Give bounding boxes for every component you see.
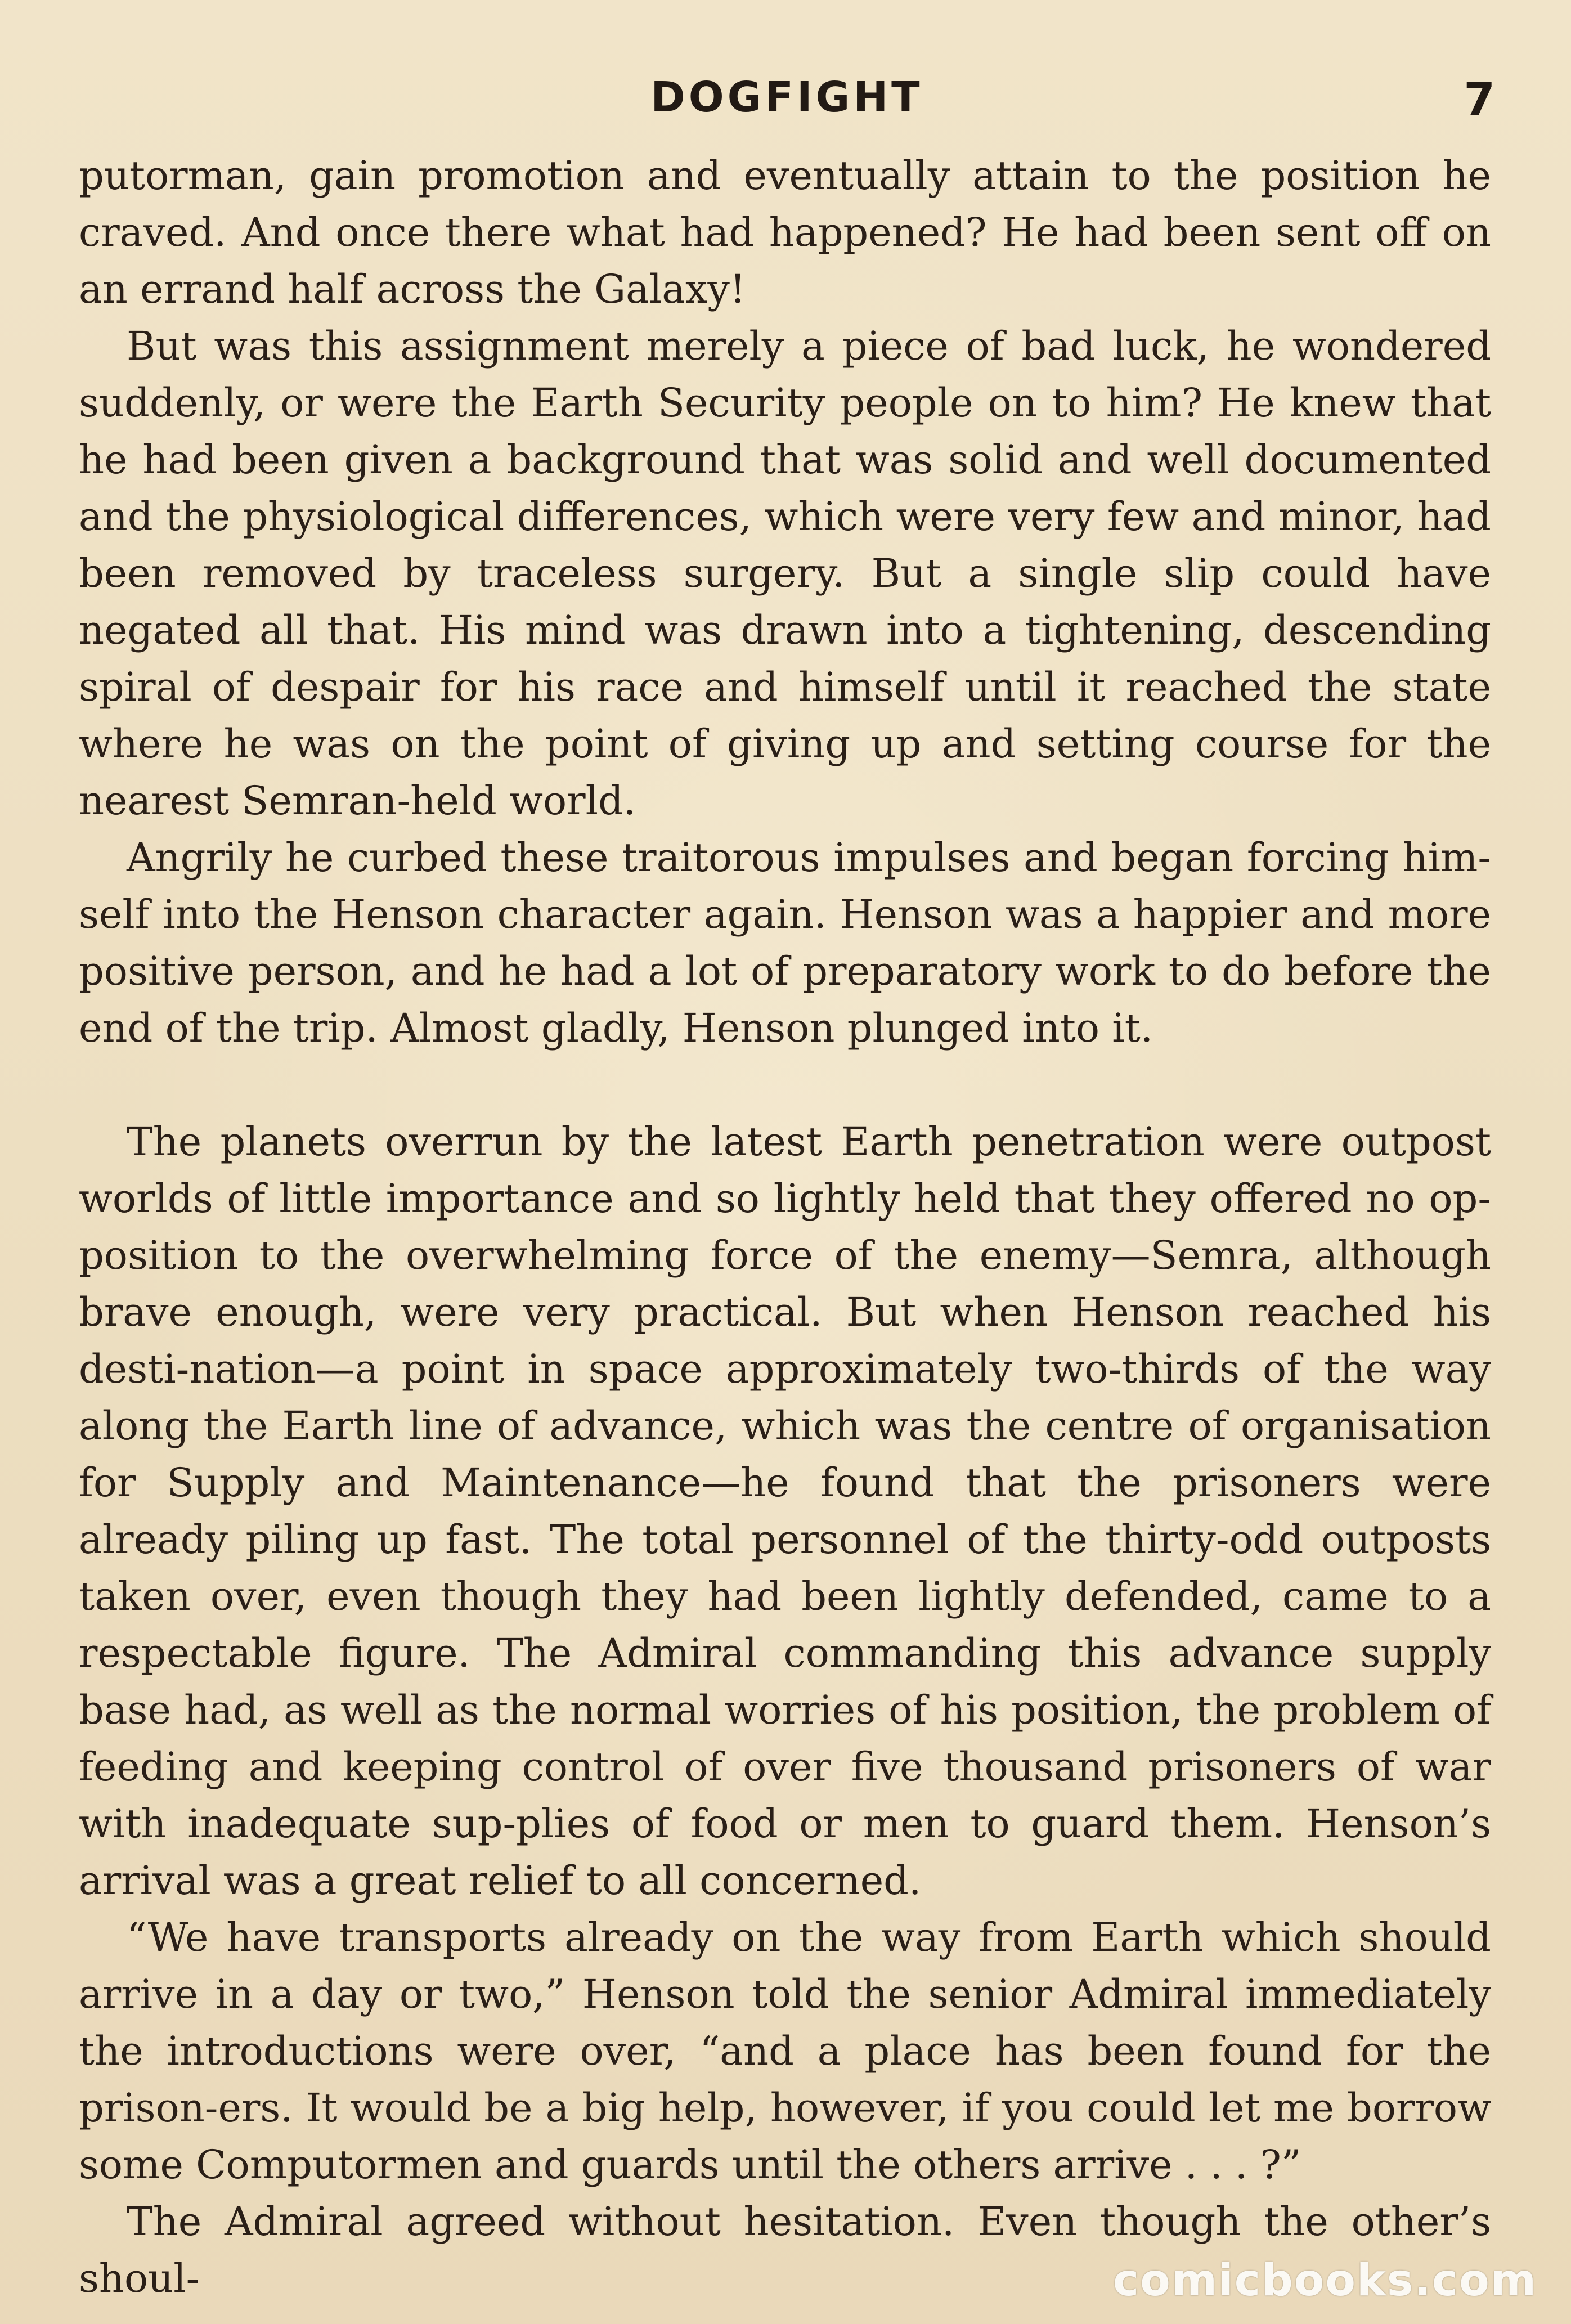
- paragraph-1: putorman, gain promotion and eventually attain to the position he craved. And once there what had happened? He had been sent off on an errand half across the Galaxy!: [79, 152, 1491, 312]
- page-number: 7: [1464, 73, 1495, 125]
- paragraph-5: “We have transports already on the way from Earth which should arrive in a day or two,” Henson told the senior Admiral immediately the introductions were over, “and a place has been found for the prison-ers. It would be a big help, however, if you could let me borrow some Computormen and guards until the others arrive . . . ?”: [79, 1914, 1491, 2188]
- page-header: [79, 73, 1495, 135]
- paragraph-3: Angrily he curbed these traitorous impulses and began forcing him-self into the Henson character again. Henson was a happier and more positive person, and he had a lot of preparatory work to do before the end of the trip. Almost gladly, Henson plunged into it.: [79, 835, 1491, 1051]
- paragraph-2: But was this assignment merely a piece of bad luck, he wondered suddenly, or were the Earth Security people on to him? He knew that he had been given a background that was solid and well documented and the physiological differences, which were very few and minor, had been removed by traceless surgery. But a single slip could have negated all that. His mind was drawn into a tightening, descending spiral of despair for his race and himself until it reached the state where he was on the point of giving up and setting course for the nearest Semran-held world.: [79, 323, 1491, 824]
- body-text: [79, 147, 1491, 2307]
- watermark-logo: comicbooks.com: [1112, 2255, 1537, 2306]
- paragraph-6: The Admiral agreed without hesitation. Even though the other’s shoul-: [79, 2199, 1491, 2301]
- paragraph-4: The planets overrun by the latest Earth penetration were outpost worlds of little importance and so lightly held that they offered no op-position to the overwhelming force of the enemy—Semra, although brave enough, were very practical. But when Henson reached his desti-nation—a point in space approximately two-thirds of the way along the Earth line of advance, which was the centre of organisation for Supply and Maintenance—he found that the prisoners were already piling up fast. The total personnel of the thirty-odd outposts taken over, even though they had been lightly defended, came to a respectable figure. The Admiral commanding this advance supply base had, as well as the normal worries of his position, the problem of feeding and keeping control of over five thousand prisoners of war with inadequate sup-plies of food or men to guard them. Henson’s arrival was a great relief to all concerned.: [79, 1119, 1491, 1904]
- running-title: DOGFIGHT: [650, 73, 923, 122]
